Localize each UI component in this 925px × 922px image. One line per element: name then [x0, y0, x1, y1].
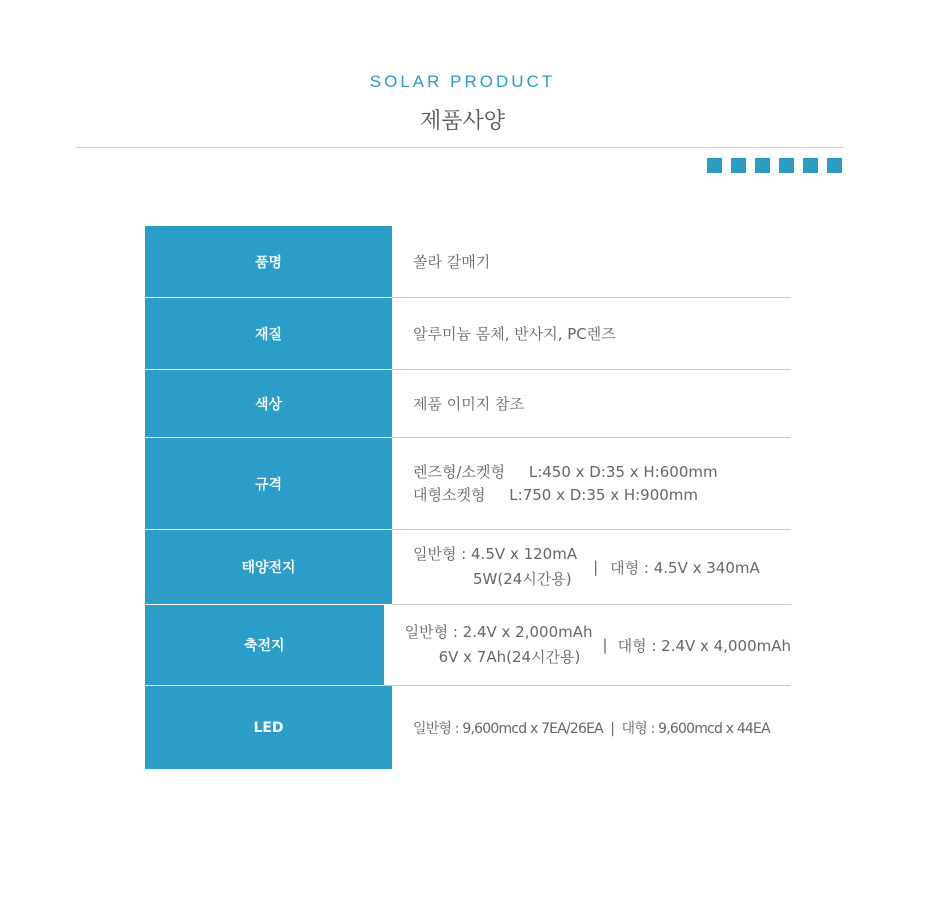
spec-label: 재질: [145, 298, 392, 370]
spec-label: 태양전지: [145, 530, 392, 605]
square-5: [803, 158, 818, 173]
square-2: [731, 158, 746, 173]
battery-general: [405, 620, 593, 670]
spec-value: 제품 이미지 참조: [392, 370, 791, 438]
battery-values: [405, 620, 791, 670]
spec-value: [392, 686, 791, 769]
size-line-2: 대형소켓형 L:750 x D:35 x H:900mm: [413, 486, 699, 504]
spec-row-battery: [145, 605, 791, 686]
decorative-squares: [707, 158, 842, 173]
spec-row-name: [145, 226, 791, 298]
spec-label: 규격: [145, 438, 392, 530]
spec-row-color: [145, 370, 791, 438]
solar-cell-values: [413, 542, 760, 592]
section-subtitle: SOLAR PRODUCT: [369, 72, 556, 91]
spec-row-solar-cell: [145, 530, 791, 605]
spec-row-material: [145, 298, 791, 370]
spec-row-size: [145, 438, 791, 530]
battery-separator: |: [602, 636, 608, 654]
size-line-1: 렌즈형/소켓형 L:450 x D:35 x H:600mm: [413, 463, 718, 481]
page-title: 제품사양: [419, 109, 505, 134]
spec-label: 축전지: [145, 605, 384, 686]
square-1: [707, 158, 722, 173]
header-divider: [75, 147, 844, 148]
square-6: [827, 158, 842, 173]
spec-value: [392, 530, 791, 605]
battery-large: 대형 : 2.4V x 4,000mAh: [617, 636, 791, 655]
spec-value: [384, 605, 791, 686]
battery-general-line-1: 일반형 : 2.4V x 2,000mAh: [404, 623, 593, 641]
spec-table: [145, 226, 791, 769]
spec-value: [392, 438, 791, 530]
battery-general-line-2: 6V x 7Ah(24시간용): [438, 648, 581, 666]
spec-label: LED: [145, 686, 392, 769]
spec-label: 색상: [145, 370, 392, 438]
square-4: [779, 158, 794, 173]
spec-value: 알루미늄 몸체, 반사지, PC렌즈: [392, 298, 791, 370]
square-3: [755, 158, 770, 173]
spec-row-led: [145, 686, 791, 769]
solar-separator: |: [593, 558, 599, 576]
solar-general-line-2: 5W(24시간용): [473, 570, 572, 588]
solar-large: 대형 : 4.5V x 340mA: [610, 558, 760, 577]
spec-label: 품명: [145, 226, 392, 298]
size-lines: [413, 462, 718, 505]
led-value: 일반형 : 9,600mcd x 7EA/26EA | 대형 : 9,600mcd x 44EA: [413, 720, 770, 737]
solar-general-line-1: 일반형 : 4.5V x 120mA: [413, 545, 578, 563]
solar-cell-general: [413, 542, 577, 592]
spec-value: 쏠라 갈매기: [392, 226, 791, 298]
